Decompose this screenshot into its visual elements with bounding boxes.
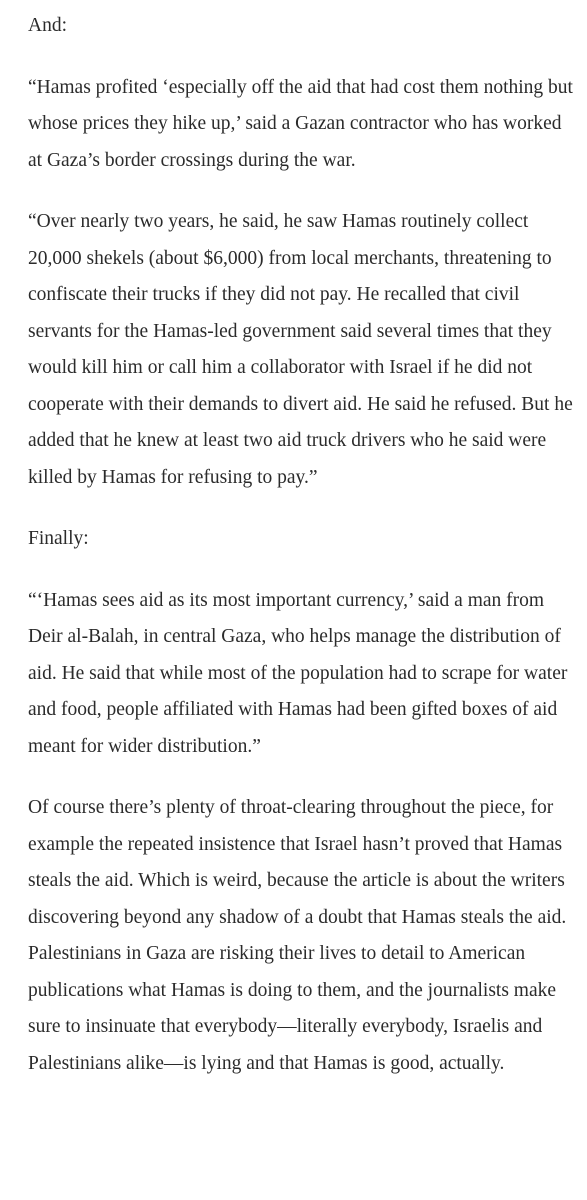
paragraph-throat-clearing: Of course there’s plenty of throat-clearing throughout the piece, for example the repeated insistence that Israel hasn’t proved that Hamas steals the aid. Which is weird, because the article is about the writers discovering beyond any shadow of a doubt that Hamas steals the aid. Palestinians in Gaza are risking their lives to detail to American publications what Hamas is doing to them, and the journalists make sure to insinuate that everybody—literally everybody, Israelis and Palestinians alike—is lying and that Hamas is good, actually.: [28, 797, 567, 1074]
paragraph-and: And:: [28, 15, 67, 36]
paragraph-finally: Finally:: [28, 528, 89, 549]
quote-deir-al-balah: “‘Hamas sees aid as its most important currency,’ said a man from Deir al-Balah, in central Gaza, who helps manage the distribution of aid. He said that while most of the population had to scrape for water and food, people affiliated with Hamas had been gifted boxes of aid meant for wider distribution.”: [28, 589, 568, 757]
article-body: [28, 8, 576, 1107]
quote-over-two-years: “Over nearly two years, he said, he saw Hamas routinely collect 20,000 shekels (about $6,000) from local merchants, threatening to confiscate their trucks if they did not pay. He recalled that civil servants for the Hamas-led government said several times that they would kill him or call him a collaborator with Israel if he did not cooperate with their demands to divert aid. He said he refused. But he added that he knew at least two aid truck drivers who he said were killed by Hamas for refusing to pay.”: [28, 211, 573, 488]
quote-gazan-contractor: “Hamas profited ‘especially off the aid that had cost them nothing but whose prices they hike up,’ said a Gazan contractor who has worked at Gaza’s border crossings during the war.: [28, 76, 573, 171]
